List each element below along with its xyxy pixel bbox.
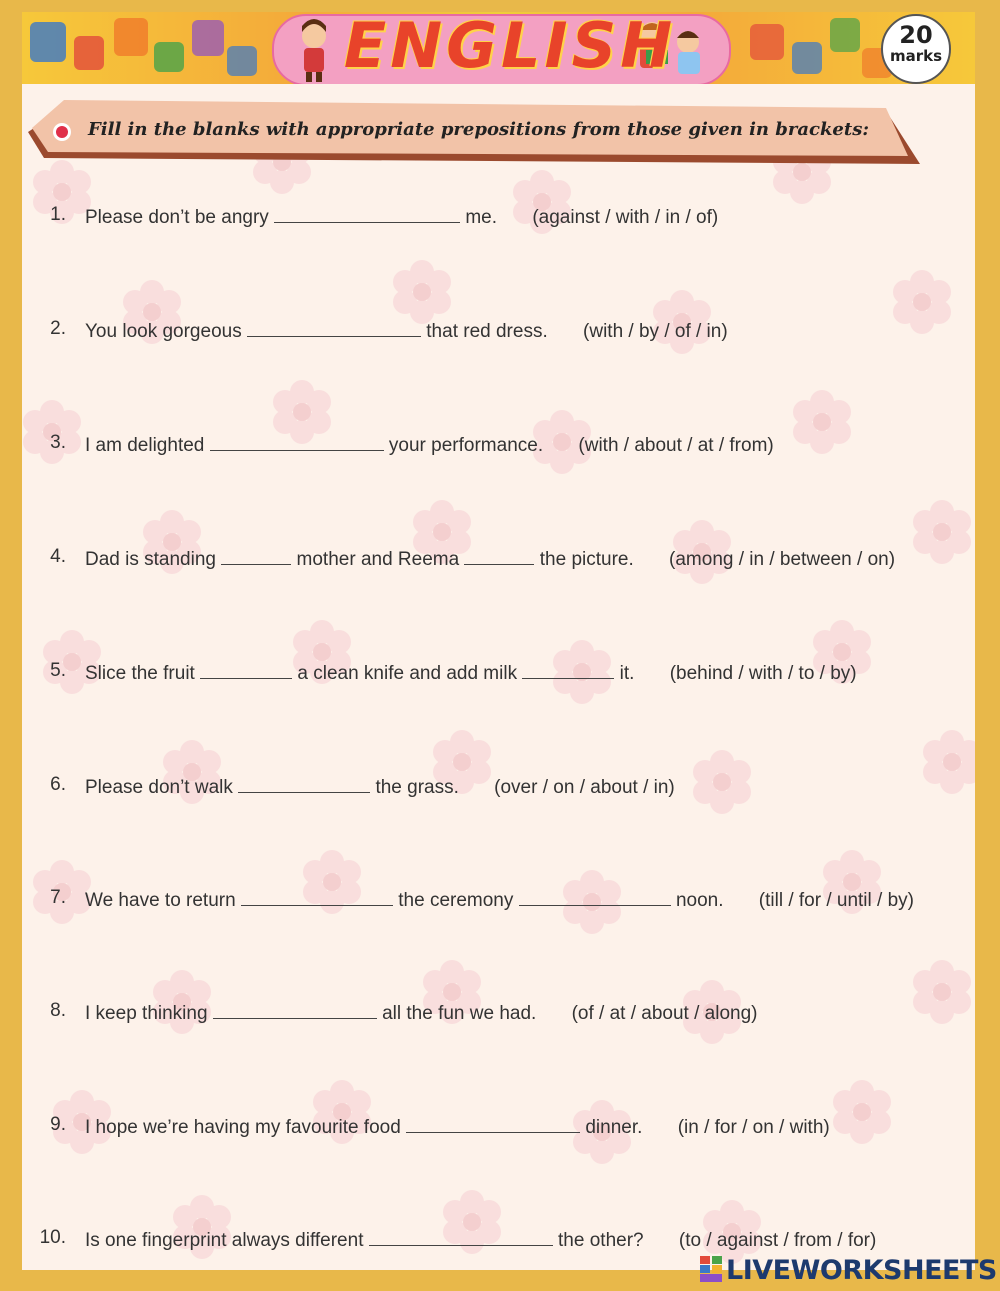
answer-blank[interactable] [406,1114,580,1133]
question-text: the ceremony [398,890,514,911]
question-text: Dad is standing [85,549,216,570]
question-text: the picture. [539,549,634,570]
question-number: 6. [50,774,66,795]
question-text: Please don’t be angry [85,207,269,228]
question-text: the other? [558,1230,644,1251]
question-text: your performance. [388,435,544,456]
question-text: We have to return [85,890,236,911]
question-number: 5. [50,660,66,681]
options-text: (behind / with / to / by) [669,663,857,684]
question-number: 8. [50,1000,66,1021]
subject-title: ENGLISH [343,12,677,82]
options-text: (against / with / in / of) [532,207,719,228]
liveworksheets-logo[interactable] [700,1255,997,1286]
question-row [0,546,1000,576]
options-text: (among / in / between / on) [669,549,896,570]
question-text: Is one fingerprint always different [85,1230,364,1251]
options-text: (of / at / about / along) [571,1003,758,1024]
question-text: me. [465,207,498,228]
flower-background [22,12,975,1270]
question-text: it. [619,663,635,684]
brand-name: LIVEWORKSHEETS [726,1255,997,1286]
question-number: 1. [50,204,66,225]
question-text: noon. [675,890,724,911]
question-row [0,204,1000,234]
marks-label: marks [889,47,943,65]
options-text: (till / for / until / by) [758,890,914,911]
marks-value: 20 [899,21,933,49]
question-text: the grass. [375,777,459,798]
answer-blank[interactable] [522,660,614,679]
liveworksheets-logo-icon [700,1256,722,1282]
question-text: dinner. [585,1117,643,1138]
options-text: (over / on / about / in) [494,777,675,798]
question-text: I hope we’re having my favourite food [85,1117,401,1138]
answer-blank[interactable] [247,318,421,337]
options-text: (in / for / on / with) [677,1117,830,1138]
question-text: Please don’t walk [85,777,233,798]
question-text: I am delighted [85,435,205,456]
answer-blank[interactable] [238,774,370,793]
question-text: I keep thinking [85,1003,208,1024]
question-row [0,318,1000,348]
answer-blank[interactable] [274,204,460,223]
question-row [0,1227,1000,1257]
answer-blank[interactable] [369,1227,553,1246]
answer-blank[interactable] [213,1000,377,1019]
options-text: (with / by / of / in) [583,321,728,342]
question-text: that red dress. [426,321,548,342]
question-text: mother and Reema [296,549,460,570]
question-text: You look gorgeous [85,321,242,342]
answer-blank[interactable] [210,432,384,451]
options-text: (to / against / from / for) [678,1230,877,1251]
question-row [0,1000,1000,1030]
header-banner [22,12,975,84]
question-text: a clean knife and add milk [297,663,518,684]
question-text: all the fun we had. [382,1003,537,1024]
worksheet-sheet [22,12,975,1270]
answer-blank[interactable] [464,546,534,565]
answer-blank[interactable] [241,887,393,906]
question-number: 2. [50,318,66,339]
question-row [0,774,1000,804]
question-number: 10. [39,1227,66,1248]
question-number: 4. [50,546,66,567]
instruction-text: Fill in the blanks with appropriate prepositions from those given in brackets: [88,119,869,140]
question-number: 9. [50,1114,66,1135]
girl-illustration-icon [284,12,344,84]
answer-blank[interactable] [519,887,671,906]
marks-badge [881,14,951,84]
question-number: 3. [50,432,66,453]
question-text: Slice the fruit [85,663,195,684]
answer-blank[interactable] [200,660,292,679]
question-row [0,660,1000,690]
question-row [0,432,1000,462]
answer-blank[interactable] [221,546,291,565]
question-number: 7. [50,887,66,908]
options-text: (with / about / at / from) [578,435,774,456]
question-row [0,1114,1000,1144]
question-row [0,887,1000,917]
